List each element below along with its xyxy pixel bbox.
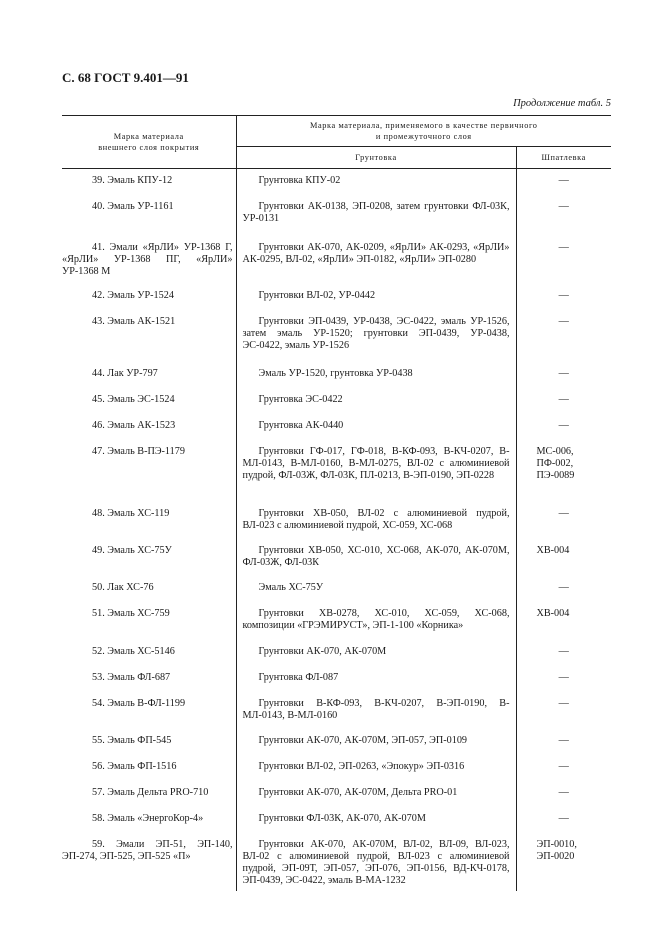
primer-cell: Эмаль ХС-75У xyxy=(236,576,516,602)
material-cell: 43. Эмаль АК-1521 xyxy=(92,316,176,327)
primer-cell: Грунтовки АК-070, АК-070М, Дельта PRO-01 xyxy=(236,781,516,807)
putty-cell: — xyxy=(558,394,569,405)
table-row xyxy=(62,502,611,539)
page-header: С. 68 ГОСТ 9.401—91 xyxy=(62,70,189,85)
material-cell: 57. Эмаль Дельта PRO-710 xyxy=(92,787,209,798)
table-row xyxy=(62,169,611,196)
material-cell: 44. Лак УР-797 xyxy=(92,368,158,379)
table-row xyxy=(62,807,611,833)
primer-cell: Грунтовки АК-070, АК-0209, «ЯрЛИ» АК-0293, «ЯрЛИ» АК-0295, ВЛ-02, «ЯрЛИ» ЭП-0182, «ЯрЛИ» ЭП-0280 xyxy=(236,236,516,284)
primer-cell: Грунтовки АК-070, АК-070М, ВЛ-02, ВЛ-09, ВЛ-023, ВЛ-02 с алюминиевой пудрой, ВЛ-023 с алюминиевой пудрой, ЭП-09Т, ЭП-057, ЭП-076, ЭП-0156, ВД-КЧ-0178, ЭП-0439, ЭС-0422, эмаль В-МА-1232 xyxy=(236,833,516,891)
putty-cell: — xyxy=(558,508,569,519)
primer-cell: Грунтовки В-КФ-093, В-КЧ-0207, В-ЭП-0190, В-МЛ-0143, В-МЛ-0160 xyxy=(236,692,516,729)
table-row xyxy=(62,666,611,692)
table-row xyxy=(62,440,611,502)
column-header-outer-line2: внешнего слоя покрытия xyxy=(98,143,200,152)
putty-cell: — xyxy=(558,787,569,798)
primer-cell: Грунтовки ФЛ-03К, АК-070, АК-070М xyxy=(236,807,516,833)
material-cell: 49. Эмаль ХС-75У xyxy=(92,545,172,556)
table-row xyxy=(62,539,611,576)
column-group-line2: и промежуточного слоя xyxy=(375,132,472,141)
primer-cell: Грунтовки ЭП-0439, УР-0438, ЭС-0422, эмаль УР-1526, затем эмаль УР-1520; грунтовки ЭП-0439, УР-0438, ЭС-0422, эмаль УР-1526 xyxy=(236,310,516,362)
putty-cell: — xyxy=(558,290,569,301)
putty-cell: — xyxy=(558,420,569,431)
materials-table xyxy=(62,115,611,891)
material-cell: 41. Эмали «ЯрЛИ» УР-1368 Г, «ЯрЛИ» УР-1368 ПГ, «ЯрЛИ» УР-1368 М xyxy=(62,242,233,277)
putty-cell: — xyxy=(558,813,569,824)
primer-cell: Грунтовка АК-0440 xyxy=(236,414,516,440)
primer-cell: Грунтовки АК-070, АК-070М, ЭП-057, ЭП-0109 xyxy=(236,729,516,755)
primer-cell: Грунтовка ЭС-0422 xyxy=(236,388,516,414)
table-row xyxy=(62,692,611,729)
putty-cell: — xyxy=(558,735,569,746)
material-cell: 46. Эмаль АК-1523 xyxy=(92,420,176,431)
table-row xyxy=(62,755,611,781)
table-continuation-caption: Продолжение табл. 5 xyxy=(513,98,611,109)
putty-cell: — xyxy=(558,582,569,593)
table-row xyxy=(62,236,611,284)
putty-cell: — xyxy=(558,761,569,772)
table-row xyxy=(62,195,611,236)
material-cell: 54. Эмаль В-ФЛ-1199 xyxy=(92,698,186,709)
material-cell: 42. Эмаль УР-1524 xyxy=(92,290,174,301)
column-header-outer-line1: Марка материала xyxy=(113,132,184,141)
primer-cell: Грунтовки ХВ-0278, ХС-010, ХС-059, ХС-068, композиции «ГРЭМИРУСТ», ЭП-1-100 «Корника» xyxy=(236,602,516,640)
primer-cell: Грунтовки АК-070, АК-070М xyxy=(236,640,516,666)
material-cell: 48. Эмаль ХС-119 xyxy=(92,508,170,519)
table-row xyxy=(62,729,611,755)
putty-cell: ЭП-0010, ЭП-0020 xyxy=(536,839,577,862)
table-row xyxy=(62,576,611,602)
putty-cell: — xyxy=(558,316,569,327)
material-cell: 45. Эмаль ЭС-1524 xyxy=(92,394,175,405)
material-cell: 47. Эмаль В-ПЭ-1179 xyxy=(92,446,185,457)
table-row xyxy=(62,602,611,640)
table-row xyxy=(62,362,611,388)
material-cell: 53. Эмаль ФЛ-687 xyxy=(92,672,171,683)
putty-cell: ХВ-004 xyxy=(536,608,570,619)
material-cell: 55. Эмаль ФП-545 xyxy=(92,735,172,746)
table-row xyxy=(62,833,611,891)
primer-cell: Грунтовки ГФ-017, ГФ-018, В-КФ-093, В-КЧ-0207, В-МЛ-0143, В-МЛ-0160, В-МЛ-0275, ВЛ-02 с алюминиевой пудрой, ФЛ-03Ж, ФЛ-03К, ПЛ-0213, В-ЭП-0190, ЭП-0228 xyxy=(236,440,516,502)
material-cell: 58. Эмаль «ЭнергоКор-4» xyxy=(92,813,204,824)
table-row xyxy=(62,388,611,414)
primer-cell: Грунтовка КПУ-02 xyxy=(236,169,516,196)
column-header-primer: Грунтовка xyxy=(236,147,516,169)
putty-cell: — xyxy=(558,201,569,212)
putty-cell: — xyxy=(558,175,569,186)
primer-cell: Грунтовка ФЛ-087 xyxy=(236,666,516,692)
primer-cell: Грунтовки ВЛ-02, ЭП-0263, «Эпокур» ЭП-0316 xyxy=(236,755,516,781)
material-cell: 59. Эмали ЭП-51, ЭП-140, ЭП-274, ЭП-525, ЭП-525 «П» xyxy=(62,839,233,862)
primer-cell: Грунтовки ВЛ-02, УР-0442 xyxy=(236,284,516,310)
primer-cell: Эмаль УР-1520, грунтовка УР-0438 xyxy=(236,362,516,388)
table-row xyxy=(62,310,611,362)
column-group-line1: Марка материала, применяемого в качестве первичного xyxy=(310,121,538,130)
column-header-putty: Шпатлевка xyxy=(516,147,611,169)
putty-cell: — xyxy=(558,698,569,709)
primer-cell: Грунтовки ХВ-050, ВЛ-02 с алюминиевой пудрой, ВЛ-023 с алюминиевой пудрой, ХС-059, ХС-068 xyxy=(236,502,516,539)
putty-cell: — xyxy=(558,672,569,683)
primer-cell: Грунтовки АК-0138, ЭП-0208, затем грунтовки ФЛ-03К, УР-0131 xyxy=(236,195,516,236)
table-row xyxy=(62,640,611,666)
putty-cell: МС-006, ПФ-002, ПЭ-0089 xyxy=(536,446,575,481)
putty-cell: — xyxy=(558,368,569,379)
table-row xyxy=(62,781,611,807)
table-row xyxy=(62,414,611,440)
column-group-header xyxy=(236,116,611,147)
material-cell: 51. Эмаль ХС-759 xyxy=(92,608,170,619)
table-row xyxy=(62,284,611,310)
material-cell: 40. Эмаль УР-1161 xyxy=(92,201,174,212)
material-cell: 52. Эмаль ХС-5146 xyxy=(92,646,175,657)
table-body xyxy=(62,169,611,892)
putty-cell: — xyxy=(558,242,569,253)
putty-cell: — xyxy=(558,646,569,657)
putty-cell: ХВ-004 xyxy=(536,545,570,556)
material-cell: 39. Эмаль КПУ-12 xyxy=(92,175,173,186)
column-header-outer-layer xyxy=(62,116,236,169)
material-cell: 50. Лак ХС-76 xyxy=(92,582,154,593)
primer-cell: Грунтовки ХВ-050, ХС-010, ХС-068, АК-070, АК-070М, ФЛ-03Ж, ФЛ-03К xyxy=(236,539,516,576)
material-cell: 56. Эмаль ФП-1516 xyxy=(92,761,177,772)
